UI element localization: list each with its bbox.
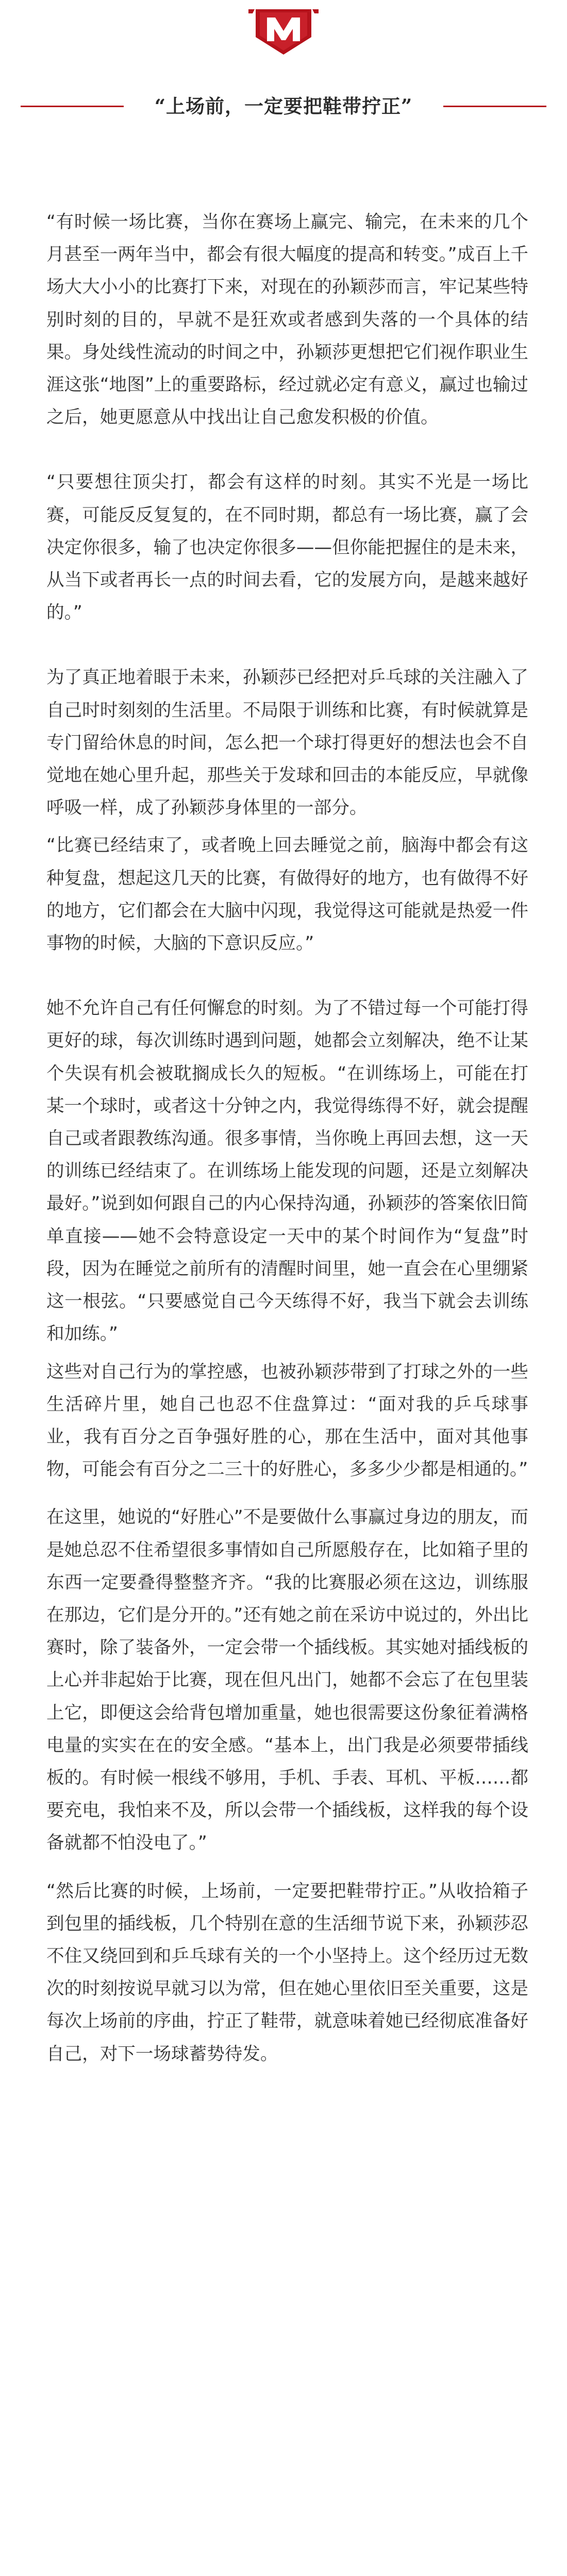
paragraph: 这些对自己行为的掌控感，也被孙颖莎带到了打球之外的一些生活碎片里，她自己也忍不住盘算过：“面对我的乒乓球事业，我有百分之百争强好胜的心，那在生活中，面对其他事物，可能会有百分之二三十的好胜心，多多少少都是相通的。”	[46, 1361, 528, 1480]
paragraph: “然后比赛的时候，上场前，一定要把鞋带拧正。”从收拾箱子到包里的插线板，几个特别在意的生活细节说下来，孙颖莎忍不住又绕回到和乒乓球有关的一个小坚持上。这个经历过无数次的时刻按说早就习以为常，但在她心里依旧至关重要，这是每次上场前的序曲，拧正了鞋带，就意味着她已经彻底准备好自己，对下一场球蓄势待发。	[46, 1880, 528, 2064]
paragraph: “只要想往顶尖打，都会有这样的时刻。其实不光是一场比赛，可能反反复复的，在不同时期，都总有一场比赛，赢了会决定你很多，输了也决定你很多——但你能把握住的是未来，从当下或者再长一点的时间去看，它的发展方向，是越来越好的。”	[46, 472, 528, 623]
title-divider-left	[21, 106, 124, 107]
article-title: “上场前，一定要把鞋带拧正”	[154, 95, 413, 117]
title-divider-right	[443, 106, 546, 107]
paragraph: 在这里，她说的“好胜心”不是要做什么事赢过身边的朋友，而是她总忍不住希望很多事情如自己所愿般存在，比如箱子里的东西一定要叠得整整齐齐。“我的比赛服必须在这边，训练服在那边，它们是分开的。”还有她之前在采访中说过的，外出比赛时，除了装备外，一定会带一个插线板。其实她对插线板的上心并非起始于比赛，现在但凡出门，她都不会忘了在包里装上它，即便这会给背包增加重量，她也很需要这份象征着满格电量的实实在在的安全感。“基本上，出门我是必须要带插线板的。有时候一根线不够用，手机、手表、耳机、平板……都要充电，我怕来不及，所以会带一个插线板，这样我的每个设备就都不怕没电了。”	[46, 1507, 528, 1854]
paragraph: 为了真正地着眼于未来，孙颖莎已经把对乒乓球的关注融入了自己时时刻刻的生活里。不局限于训练和比赛，有时候就算是专门留给休息的时间，怎么把一个球打得更好的想法也会不自觉地在她心里升起，那些关于发球和回击的本能反应，早就像呼吸一样，成了孙颖莎身体里的一部分。	[46, 667, 528, 819]
paragraph: “有时候一场比赛，当你在赛场上赢完、输完，在未来的几个月甚至一两年当中，都会有很大幅度的提高和转变。”成百上千场大大小小的比赛打下来，对现在的孙颖莎而言，牢记某些特别时刻的目的，早就不是狂欢或者感到失落的一个具体的结果。身处线性流动的时间之中，孙颖莎更想把它们视作职业生涯这张“地图”上的重要路标，经过就必定有意义，赢过也输过之后，她更愿意从中找出让自己愈发积极的价值。	[46, 212, 528, 428]
article-title-row	[21, 91, 546, 122]
article-body	[46, 206, 528, 2071]
paragraph: “比赛已经结束了，或者晚上回去睡觉之前，脑海中都会有这种复盘，想起这几天的比赛，有做得好的地方，也有做得不好的地方，它们都会在大脑中闪现，我觉得这可能就是热爱一件事物的时候，大脑的下意识反应。”	[46, 835, 528, 954]
paragraph: 她不允许自己有任何懈怠的时刻。为了不错过每一个可能打得更好的球，每次训练时遇到问题，她都会立刻解决，绝不让某个失误有机会被耽搁成长久的短板。“在训练场上，可能在打某一个球时，或者这十分钟之内，我觉得练得不好，就会提醒自己或者跟教练沟通。很多事情，当你晚上再回去想，这一天的训练已经结束了。在训练场上能发现的问题，还是立刻解决最好。”说到如何跟自己的内心保持沟通，孙颖莎的答案依旧简单直接——她不会特意设定一天中的某个时间作为“复盘”时段，因为在睡觉之前所有的清醒时间里，她一直会在心里绷紧这一根弦。“只要感觉自己今天练得不好，我当下就会去训练和加练。”	[46, 998, 528, 1345]
m-shield-logo-icon	[248, 7, 319, 57]
